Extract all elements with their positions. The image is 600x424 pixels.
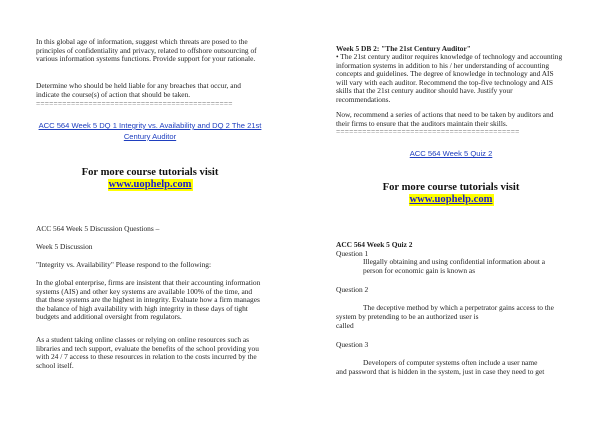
separator-line: ============================================= bbox=[36, 100, 233, 108]
intro-paragraph: In this global age of information, suggest which threats are posed to the principles of confidentiality and privacy, related to offshore outsourcing of various information systems functions. Provide support for your rationale. bbox=[36, 37, 257, 64]
right-page bbox=[300, 0, 600, 424]
liability-paragraph: Determine who should be held liable for any breaches that occur, and indicate the course(s) of action that should be taken. bbox=[36, 81, 241, 99]
question-1-text: Illegally obtaining and using confidential information about a person for economic gain is known as bbox=[363, 257, 546, 275]
topic-line: "Integrity vs. Availability" Please respond to the following: bbox=[36, 260, 212, 269]
db-title: Week 5 DB 2: "The 21st Century Auditor" bbox=[336, 44, 471, 53]
promo-block bbox=[336, 182, 566, 206]
question-3-label: Question 3 bbox=[336, 340, 369, 349]
question-2-text: The deceptive method by which a perpetrator gains access to the system by pretending to be an authorized user is bbox=[336, 303, 554, 321]
promo-block bbox=[36, 167, 264, 191]
question-3-text: Developers of computer systems often include a user name bbox=[363, 358, 538, 367]
quiz-title: ACC 564 Week 5 Quiz 2 bbox=[336, 240, 413, 249]
promo-url-link[interactable]: www.uophelp.com bbox=[108, 179, 192, 190]
question-2-tail: called bbox=[336, 321, 354, 330]
question-3-text-2: and password that is hidden in the system, just in case they need to get bbox=[336, 367, 545, 376]
week-heading: Week 5 Discussion bbox=[36, 242, 93, 251]
question-1-label: Question 1 bbox=[336, 249, 369, 258]
promo-text: For more course tutorials visit bbox=[81, 167, 219, 178]
dq-link[interactable]: ACC 564 Week 5 DQ 1 Integrity vs. Availability and DQ 2 The 21st Century Auditor bbox=[38, 121, 262, 141]
student-paragraph: As a student taking online classes or relying on online resources such as libraries and tech support, evaluate the benefits of the school providing you with 24 / 7 access to these resources in relation to the costs incurred by the school itself. bbox=[36, 335, 259, 370]
question-2-label: Question 2 bbox=[336, 285, 369, 294]
section-title: ACC 564 Week 5 Discussion Questions – bbox=[36, 224, 160, 233]
quiz-link[interactable]: ACC 564 Week 5 Quiz 2 bbox=[409, 149, 493, 158]
db-body-2: Now, recommend a series of actions that need to be taken by auditors and their firms to ensure that the auditors maintain their skills. bbox=[336, 110, 554, 128]
promo-text: For more course tutorials visit bbox=[382, 182, 520, 193]
promo-url-link[interactable]: www.uophelp.com bbox=[409, 194, 493, 205]
db-body: • The 21st century auditor requires knowledge of technology and accounting information systems in addition to his / her understanding of accounting concepts and guidelines. The degree of knowledge in technology and AIS will vary with each auditor. Recommend the top-five technology and AIS skills that the 21st century auditor should have. Justify your recommendations. bbox=[336, 52, 563, 104]
integrity-paragraph: In the global enterprise, firms are insistent that their accounting information systems (AIS) and other key systems are available 100% of the time, and that these systems are the highest in integrity. Evaluate how a firm manages the balance of high availability with high integrity in these days of tight budgets and additional oversight from regulators. bbox=[36, 278, 261, 322]
separator-line: ========================================== bbox=[336, 128, 520, 136]
